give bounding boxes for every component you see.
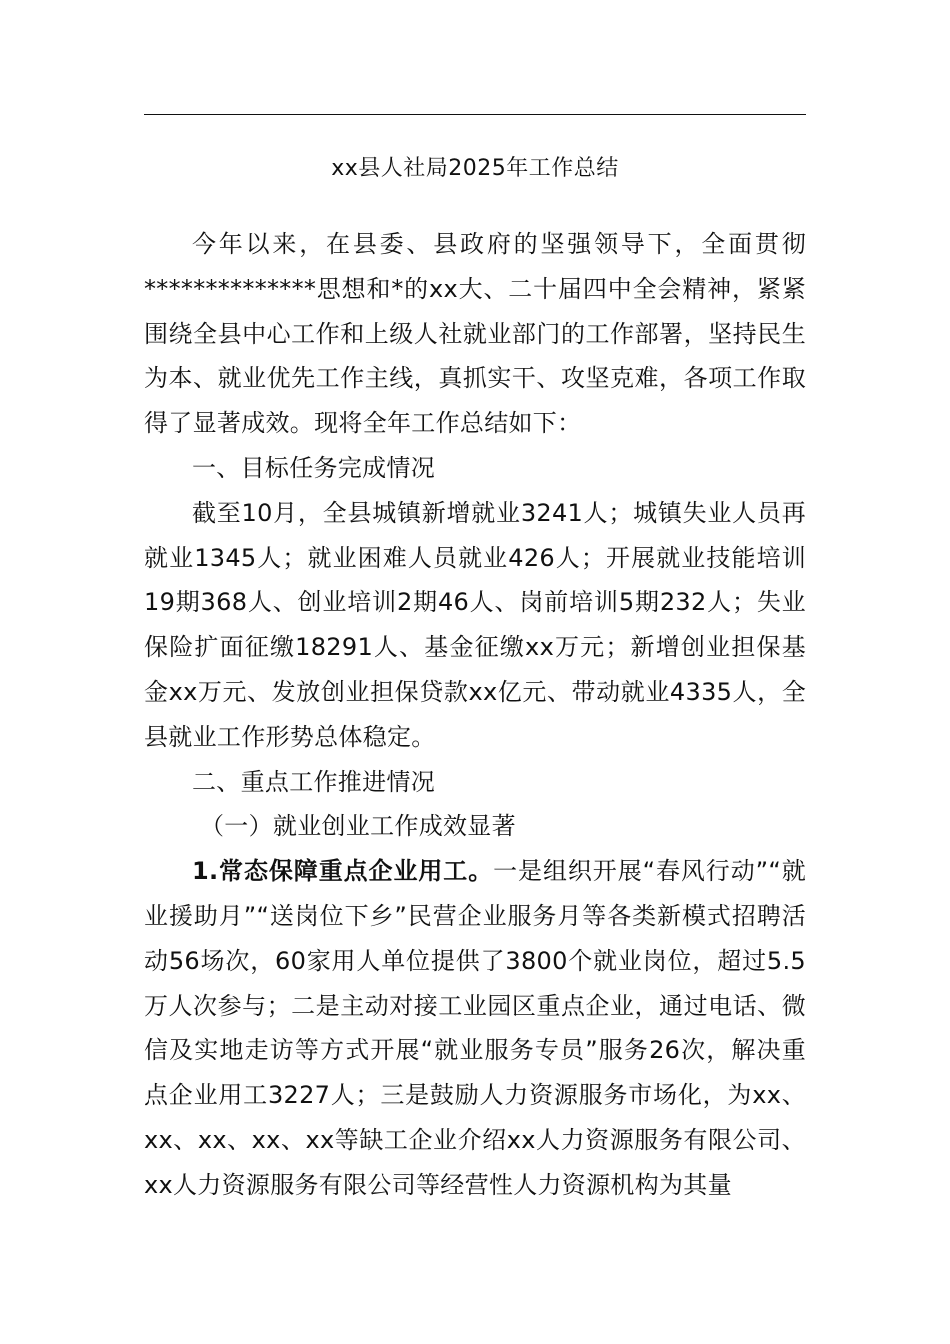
section-1-paragraph: 截至10月，全县城镇新增就业3241人；城镇失业人员再就业1345人；就业困难人员就业426人；开展就业技能培训19期368人、创业培训2期46人、岗前培训5期232人；失业保险扩面征缴18291人、基金征缴xx万元；新增创业担保基金xx万元、发放创业担保贷款xx亿元、带动就业4335人，全县就业工作形势总体稳定。 — [144, 498, 806, 751]
item-1-paragraph — [144, 849, 806, 1207]
item-1-lead: 1.常态保障重点企业用工。 — [192, 857, 494, 886]
document-body — [144, 222, 806, 1208]
intro-paragraph: 今年以来，在县委、县政府的坚强领导下，全面贯彻**************思想和*的xx大、二十届四中全会精神，紧紧围绕全县中心工作和上级人社就业部门的工作部署，坚持民生为本、就业优先工作主线，真抓实干、攻坚克难，各项工作取得了显著成效。现将全年工作总结如下： — [144, 230, 806, 438]
document-title: xx县人社局2025年工作总结 — [331, 156, 619, 181]
section-1-heading: 一、目标任务完成情况 — [192, 453, 435, 482]
header-rule — [144, 114, 806, 115]
subsection-1-heading: （一）就业创业工作成效显著 — [200, 812, 516, 841]
section-2-heading: 二、重点工作推进情况 — [192, 767, 435, 796]
item-1-body: 一是组织开展“春风行动”“就业援助月”“送岗位下乡”民营企业服务月等各类新模式招聘活动56场次，60家用人单位提供了3800个就业岗位，超过5.5万人次参与；二是主动对接工业园区重点企业，通过电话、微信及实地走访等方式开展“就业服务专员”服务26次，解决重点企业用工3227人；三是鼓励人力资源服务市场化，为xx、xx、xx、xx、xx等缺工企业介绍xx人力资源服务有限公司、xx人力资源服务有限公司等经营性人力资源机构为其量 — [144, 857, 806, 1199]
